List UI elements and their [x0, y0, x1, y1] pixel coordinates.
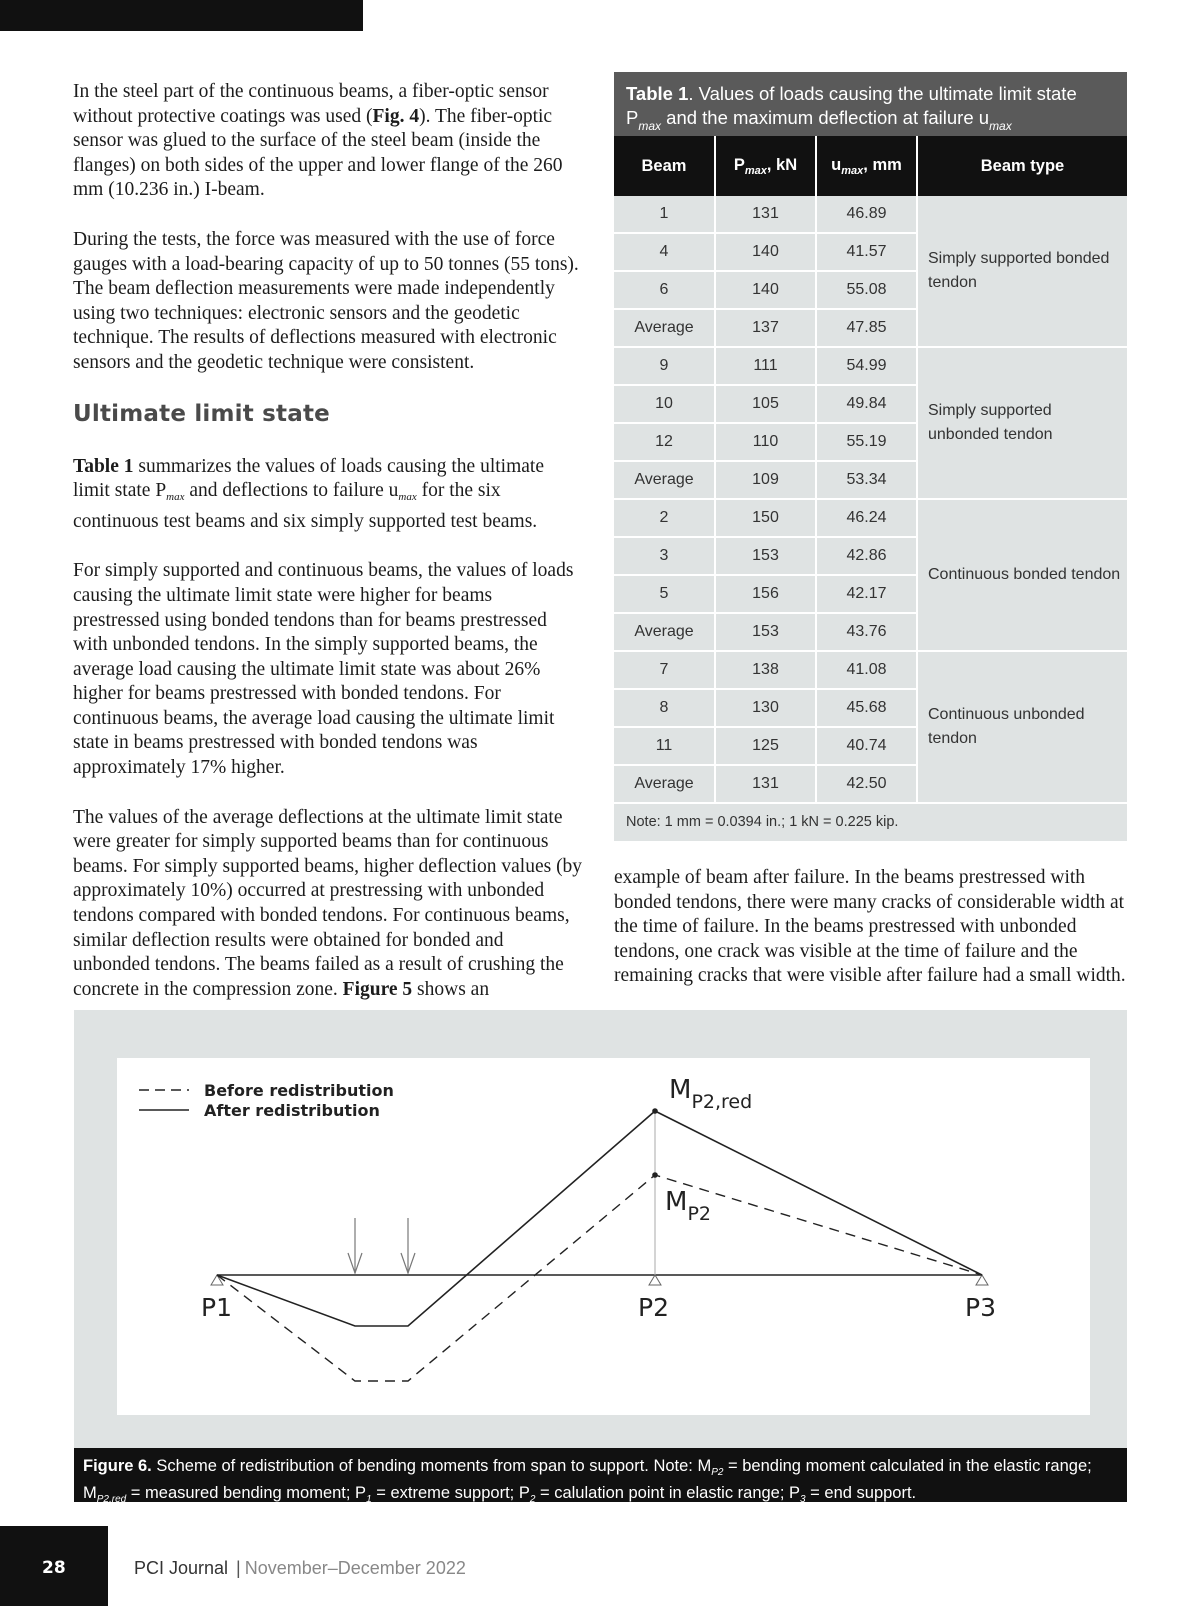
cell-umax: 42.86: [816, 537, 917, 575]
paragraph-sensor: In the steel part of the continuous beams, a fiber-optic sensor without protective coatings was used (Fig. 4). The fiber-optic sensor was glued to the surface of the steel beam (inside the flanges) on both sides of the upper and lower flange of the 260 mm (10.236 in.) I-beam.: [73, 81, 563, 201]
moment-line-before: [217, 1175, 982, 1381]
cell-umax: 45.68: [816, 689, 917, 727]
figure-caption: Figure 6. Scheme of redistribution of bending moments from span to support. Note: $M_{P2}$ = bending moment calculated in the elastic range; $M_{P2,red}$ = measured bending moment; $P_1$ = extreme support; $P_2$ = calulation point in elastic range; $P_3$ = end support.: [74, 1448, 1127, 1502]
table-row: [614, 196, 1127, 233]
cell-umax: 55.19: [816, 423, 917, 461]
fig4-reference[interactable]: Fig. 4: [372, 105, 420, 127]
cell-pmax: 140: [715, 233, 816, 271]
cell-beam: 2: [614, 499, 715, 537]
table-row: [614, 499, 1127, 537]
header-umax: $u_{max}$, mm: [816, 136, 917, 196]
cell-umax: 40.74: [816, 727, 917, 765]
journal-name: PCI Journal: [134, 1558, 229, 1578]
results-table: [614, 136, 1127, 804]
figure-6-panel: [117, 1058, 1090, 1415]
cell-pmax: 138: [715, 651, 816, 689]
cell-pmax: 137: [715, 309, 816, 347]
label-mp2: $M_{P2}$: [665, 1187, 711, 1225]
cell-pmax: 130: [715, 689, 816, 727]
cell-beam-type: Simply supported bonded tendon: [917, 196, 1127, 347]
cell-umax: 54.99: [816, 347, 917, 385]
table-header-row: [614, 136, 1127, 196]
cell-beam: Average: [614, 613, 715, 651]
cell-beam-type: Continuous unbonded tendon: [917, 651, 1127, 803]
cell-beam: 10: [614, 385, 715, 423]
paragraph-table-summary: Table 1 summarizes the values of loads causing the ultimate limit state $P_{max}$ and deflections to failure $u_{max}$ for the six continuous test beams and six simply supported test beams.: [73, 455, 544, 532]
cell-pmax: 110: [715, 423, 816, 461]
cell-pmax: 156: [715, 575, 816, 613]
cell-umax: 47.85: [816, 309, 917, 347]
moment-diagram: [117, 1058, 1090, 1415]
page-number: 28: [42, 1558, 66, 1578]
cell-pmax: 153: [715, 537, 816, 575]
table-row: [614, 347, 1127, 385]
cell-umax: 46.24: [816, 499, 917, 537]
table-caption: Table 1. Values of loads causing the ultimate limit state $P_{max}$ and the maximum deflection at failure $u_{max}$: [614, 72, 1127, 136]
label-p2: P2: [638, 1293, 669, 1322]
cell-umax: 41.08: [816, 651, 917, 689]
legend-after: After redistribution: [204, 1101, 380, 1120]
cell-beam: Average: [614, 765, 715, 803]
cell-pmax: 111: [715, 347, 816, 385]
figure5-reference[interactable]: Figure 5: [342, 978, 413, 1000]
paragraph-deflections: The values of the average deflections at the ultimate limit state were greater for simply supported beams than for continuous beams. For simply supported beams, higher deflection values (by approximately 10%) occurred at prestressing with unbonded tendons compared with bonded tendons. For continuous beams, similar deflection results were obtained for bonded and unbonded tendons. The beams failed as a result of crushing the concrete in the compression zone. Figure 5 shows an: [73, 806, 583, 1000]
cell-beam-type: Simply supported unbonded tendon: [917, 347, 1127, 499]
moment-line-after: [217, 1111, 982, 1326]
cell-pmax: 153: [715, 613, 816, 651]
cell-beam: 4: [614, 233, 715, 271]
cell-beam: 1: [614, 196, 715, 233]
cell-umax: 41.57: [816, 233, 917, 271]
cell-umax: 46.89: [816, 196, 917, 233]
table1-reference[interactable]: Table 1: [73, 455, 134, 477]
label-mp2red: $M_{P2,red}$: [669, 1075, 753, 1113]
cell-umax: 42.17: [816, 575, 917, 613]
cell-umax: 53.34: [816, 461, 917, 499]
point-mp2red: [652, 1108, 658, 1114]
header-beam: Beam: [614, 136, 715, 196]
cell-pmax: 125: [715, 727, 816, 765]
cell-beam: 7: [614, 651, 715, 689]
table-note: Note: 1 mm = 0.0394 in.; 1 kN = 0.225 kip.: [614, 804, 1127, 841]
load-arrow-icon: [401, 1218, 415, 1273]
cell-beam: 6: [614, 271, 715, 309]
footer-separator: |: [236, 1558, 241, 1578]
legend-before: Before redistribution: [204, 1081, 394, 1100]
cell-beam: 8: [614, 689, 715, 727]
cell-pmax: 140: [715, 271, 816, 309]
support-p3-icon: [976, 1275, 988, 1285]
cell-umax: 43.76: [816, 613, 917, 651]
header-beam-type: Beam type: [917, 136, 1127, 196]
header-pmax: $P_{max}$, kN: [715, 136, 816, 196]
cell-beam: Average: [614, 309, 715, 347]
table-row: [614, 651, 1127, 689]
left-column: [73, 80, 583, 1027]
cell-umax: 55.08: [816, 271, 917, 309]
label-p3: P3: [965, 1293, 996, 1322]
cell-beam: Average: [614, 461, 715, 499]
cell-pmax: 131: [715, 196, 816, 233]
top-black-bar: [0, 0, 363, 31]
cell-pmax: 105: [715, 385, 816, 423]
paragraph-loads: For simply supported and continuous beams, the values of loads causing the ultimate limit state were higher for beams prestressed using bonded tendons than for beams prestressed with unbonded tendons. In the simply supported beams, the average load causing the ultimate limit state was about 26% higher for beams prestressed with bonded tendons. For continuous beams, the average load causing the ultimate limit state in beams prestressed with bonded tendons was approximately 17% higher.: [73, 560, 574, 779]
cell-pmax: 109: [715, 461, 816, 499]
cell-pmax: 150: [715, 499, 816, 537]
cell-beam: 12: [614, 423, 715, 461]
cell-beam: 3: [614, 537, 715, 575]
issue-date: November–December 2022: [244, 1558, 466, 1578]
cell-beam-type: Continuous bonded tendon: [917, 499, 1127, 651]
cell-umax: 42.50: [816, 765, 917, 803]
cell-umax: 49.84: [816, 385, 917, 423]
table-1: [614, 72, 1127, 841]
support-p2-icon: [649, 1275, 661, 1285]
paragraph-force: During the tests, the force was measured with the use of force gauges with a load-bearing capacity of up to 50 tonnes (55 tons). The beam deflection measurements were made independently using two techniques: electronic sensors and the geodetic technique. The results of deflections measured with electronic sensors and the geodetic technique were consistent.: [73, 228, 579, 373]
right-column-text: [614, 866, 1130, 1014]
label-p1: P1: [201, 1293, 232, 1322]
journal-footer: [134, 1558, 466, 1579]
load-arrow-icon: [348, 1218, 362, 1273]
cell-beam: 11: [614, 727, 715, 765]
cell-beam: 9: [614, 347, 715, 385]
cell-pmax: 131: [715, 765, 816, 803]
section-heading: Ultimate limit state: [73, 400, 330, 427]
paragraph-failure: example of beam after failure. In the beams prestressed with bonded tendons, there were many cracks of considerable width at the time of failure. In the beams prestressed with unbonded tendons, one crack was visible at the time of failure and the remaining cracks that were visible after failure had a small width.: [614, 867, 1126, 987]
point-mp2: [652, 1172, 658, 1178]
cell-beam: 5: [614, 575, 715, 613]
